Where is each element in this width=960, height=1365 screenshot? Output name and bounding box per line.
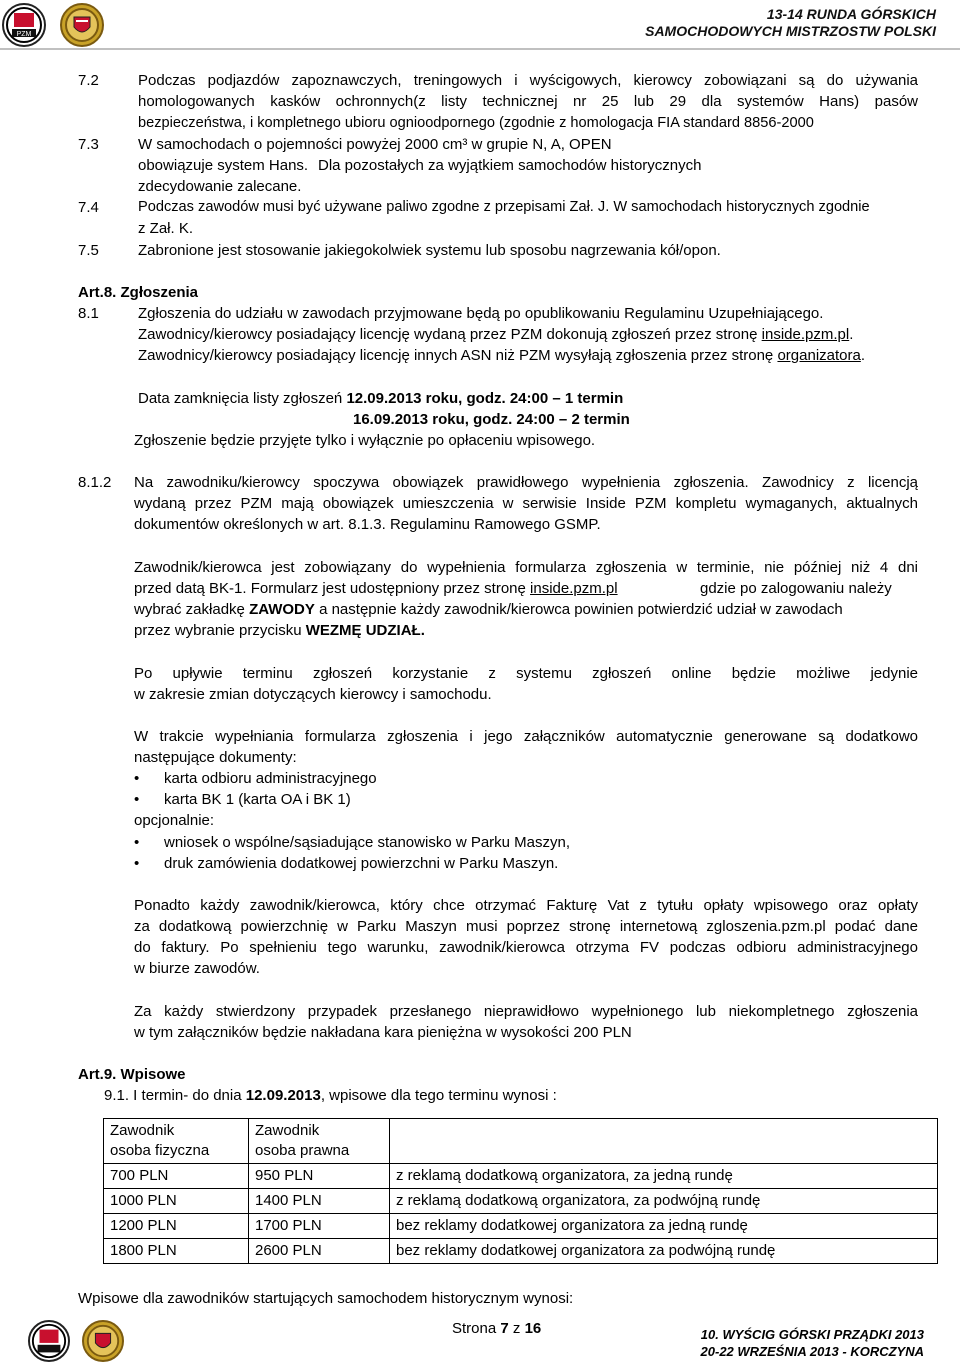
inside-pzm-link-2[interactable]: inside.pzm.pl xyxy=(530,580,618,597)
club-logo-footer xyxy=(82,1320,124,1362)
list-item-text: wniosek o wspólne/sąsiadujące stanowisko w Parku Maszyn, xyxy=(164,834,571,851)
article-title: Art.8. Zgłoszenia xyxy=(78,284,199,301)
paragraph-line: następujące dokumenty: xyxy=(134,749,297,766)
table-row xyxy=(104,1164,938,1189)
paragraph-line: W trakcie wypełniania formularza zgłoszenia i jego załączników automatycznie generowane są dodatkowo xyxy=(134,728,918,745)
table-row xyxy=(104,1239,938,1264)
list-item xyxy=(134,768,139,789)
bullet-icon: • xyxy=(134,855,140,872)
header-line-2: SAMOCHODOWYCH MISTRZOSTW POLSKI xyxy=(645,23,936,39)
paragraph-line: wydaną przez PZM mają obowiązek umieszczenia w serwisie Inside PZM kompletu wymaganych, aktualnych xyxy=(134,495,918,512)
club-emblem-icon xyxy=(84,1322,122,1360)
paragraph-line: w tym załączników będzie nakładana kara pieniężna w wysokości 200 PLN xyxy=(134,1024,632,1041)
pzm-emblem-icon xyxy=(30,1322,68,1360)
paragraph-line: przed datą BK-1. Formularz jest udostępniony przez stronę inside.pzm.pl xyxy=(134,580,618,597)
list-item-text: karta odbioru administracyjnego xyxy=(164,770,377,787)
deadline-label: Data zamknięcia listy zgłoszeń xyxy=(138,390,343,407)
table-header-cell xyxy=(390,1119,938,1164)
paragraph-line: W samochodach o pojemności powyżej 2000 cm³ w grupie N, A, OPEN xyxy=(138,136,612,153)
table-cell: 1400 PLN xyxy=(249,1189,390,1214)
pzm-logo xyxy=(2,3,46,47)
table-row xyxy=(104,1214,938,1239)
deadline-1: 12.09.2013 roku, godz. 24:00 – 1 termin xyxy=(346,390,624,407)
paragraph-line: zdecydowanie zalecane. xyxy=(138,178,302,195)
paragraph-line: Zawodnik/kierowca jest zobowiązany do wypełnienia formularza zgłoszenia w terminie, nie później niż 4 dni xyxy=(134,559,918,576)
table-header-cell: Zawodnik osoba fizyczna xyxy=(104,1119,249,1164)
list-item xyxy=(134,832,139,853)
article-title: Art.9. Wpisowe xyxy=(78,1066,186,1083)
table-row xyxy=(104,1189,938,1214)
fees-table xyxy=(103,1118,938,1264)
paragraph-line: Po upływie terminu zgłoszeń korzystanie z systemu zgłoszeń online będzie możliwe jedynie xyxy=(134,665,918,682)
header-divider xyxy=(0,48,960,50)
paragraph-line: bezpieczeństwa, i kompletnego ubioru ognioodpornego (zgodnie z homologacja FIA standard 8856-2000 xyxy=(138,115,814,131)
table-header-row xyxy=(104,1119,938,1164)
bullet-icon: • xyxy=(134,834,140,851)
table-cell: 1700 PLN xyxy=(249,1214,390,1239)
section-number: 7.4 xyxy=(78,199,99,216)
header-title xyxy=(645,6,936,40)
paragraph-line: Zawodnicy/kierowcy posiadający licencję innych ASN niż PZM wysyłają zgłoszenia przez stronę organizatora. xyxy=(138,347,866,364)
table-cell: 1200 PLN xyxy=(104,1214,249,1239)
table-cell: 700 PLN xyxy=(104,1164,249,1189)
paragraph-line: gdzie po zalogowaniu należy xyxy=(700,580,892,597)
section-number: 7.2 xyxy=(78,72,99,89)
section-number: 7.3 xyxy=(78,136,99,153)
paragraph-line: opcjonalnie: xyxy=(134,812,215,829)
table-cell: z reklamą dodatkową organizatora, za podwójną rundę xyxy=(390,1189,938,1214)
bullet-icon: • xyxy=(134,770,140,787)
paragraph-line: Podczas zawodów musi być używane paliwo zgodne z przepisami Zał. J. W samochodach historycznych zgodnie xyxy=(138,199,870,215)
paragraph-line: Na zawodniku/kierowcy spoczywa obowiązek prawidłowego wypełnienia zgłoszenia. Zawodnicy z licencją xyxy=(134,474,918,491)
paragraph-line: w biurze zawodów. xyxy=(134,960,260,977)
table-cell: bez reklamy dodatkowej organizatora za podwójną rundę xyxy=(390,1239,938,1264)
paragraph-line: Zabronione jest stosowanie jakiegokolwiek systemu lub sposobu nagrzewania kół/opon. xyxy=(138,242,721,259)
club-emblem-icon xyxy=(62,5,102,45)
list-item xyxy=(134,853,139,874)
paragraph-line: Za każdy stwierdzony przypadek przesłanego nieprawidłowo wypełnionego lub niekompletnego zgłoszenia xyxy=(134,1003,918,1020)
deadline-line xyxy=(138,388,623,409)
page-header xyxy=(0,0,960,48)
header-line-1: 13-14 RUNDA GÓRSKICH xyxy=(766,6,936,22)
table-header-cell: Zawodnik osoba prawna xyxy=(249,1119,390,1164)
footer-line-1: 10. WYŚCIG GÓRSKI PRZĄDKI 2013 xyxy=(700,1327,924,1342)
deadline-2: 16.09.2013 roku, godz. 24:00 – 2 termin xyxy=(353,411,630,428)
paragraph-line: Wpisowe dla zawodników startujących samochodem historycznym wynosi: xyxy=(78,1290,574,1307)
paragraph-line: 9.1. I termin- do dnia 12.09.2013, wpisowe dla tego terminu wynosi : xyxy=(104,1087,557,1104)
table-cell: z reklamą dodatkową organizatora, za jedną rundę xyxy=(390,1164,938,1189)
paragraph-line: Zawodnicy/kierowcy posiadający licencję wydaną przez PZM dokonują zgłoszeń przez stronę inside.pzm.pl. xyxy=(138,326,854,343)
paragraph-line: w zakresie zmian dotyczących kierowcy i samochodu. xyxy=(134,686,492,703)
section-number: 8.1.2 xyxy=(78,474,112,491)
section-number: 8.1 xyxy=(78,305,99,322)
table-cell: 2600 PLN xyxy=(249,1239,390,1264)
paragraph-line: Zgłoszenie będzie przyjęte tylko i wyłącznie po opłaceniu wpisowego. xyxy=(134,432,596,449)
paragraph-line: wybrać zakładkę ZAWODY a następnie każdy zawodnik/kierowca powinien potwierdzić udział w zawodach xyxy=(134,601,843,618)
table-cell: 1000 PLN xyxy=(104,1189,249,1214)
paragraph-line: Ponadto każdy zawodnik/kierowca, który chce otrzymać Fakturę Vat z tytułu opłaty wpisowego oraz opłaty xyxy=(134,897,918,914)
list-item-text: druk zamówienia dodatkowej powierzchni w Parku Maszyn. xyxy=(164,855,559,872)
paragraph-line: za dodatkową powierzchnię w Parku Maszyn musi poprzez stronę internetową zgloszenia.pzm.pl podać dane xyxy=(134,918,918,935)
table-cell: bez reklamy dodatkowej organizatora za jedną rundę xyxy=(390,1214,938,1239)
paragraph-line: Zgłoszenia do udziału w zawodach przyjmowane będą po opublikowaniu Regulaminu Uzupełniającego. xyxy=(138,305,824,322)
section-number: 7.5 xyxy=(78,242,99,259)
paragraph-line: z Zał. K. xyxy=(138,220,194,237)
paragraph-line: Podczas podjazdów zapoznawczych, treningowych i wyścigowych, kierowcy zobowiązani są do używania xyxy=(138,72,918,89)
pzm-emblem-icon xyxy=(4,5,44,45)
organizer-link[interactable]: organizatora xyxy=(777,347,861,364)
page-footer xyxy=(0,1310,960,1362)
footer-line-2: 20-22 WRZEŚNIA 2013 - KORCZYNA xyxy=(700,1344,924,1359)
table-cell: 950 PLN xyxy=(249,1164,390,1189)
paragraph-line: obowiązuje system Hans. xyxy=(138,157,309,174)
svg-text:PZM: PZM xyxy=(16,31,32,38)
footer-event-title xyxy=(701,1326,924,1360)
table-cell: 1800 PLN xyxy=(104,1239,249,1264)
bullet-icon: • xyxy=(134,791,140,808)
list-item xyxy=(134,789,139,810)
paragraph-line: do faktury. Po spełnieniu tego warunku, zawodnik/kierowca otrzyma FV podczas odbioru administracyjnego xyxy=(134,939,918,956)
pzm-logo-footer xyxy=(28,1320,70,1362)
paragraph-line: Dla pozostałych za wyjątkiem samochodów historycznych xyxy=(318,157,702,174)
page-number: Strona 7 z 16 xyxy=(452,1320,542,1337)
club-logo xyxy=(60,3,104,47)
list-item-text: karta BK 1 (karta OA i BK 1) xyxy=(164,791,351,808)
paragraph-line: przez wybranie przycisku WEZMĘ UDZIAŁ. xyxy=(134,622,425,639)
inside-pzm-link[interactable]: inside.pzm.pl xyxy=(761,326,850,343)
paragraph-line: dokumentów określonych w art. 8.1.3. Regulaminu Ramowego GSMP. xyxy=(134,516,601,533)
paragraph-line: homologowanych kasków ochronnych(z listy technicznej nr 25 lub 29 dla systemów Hans) pasów xyxy=(138,93,918,110)
